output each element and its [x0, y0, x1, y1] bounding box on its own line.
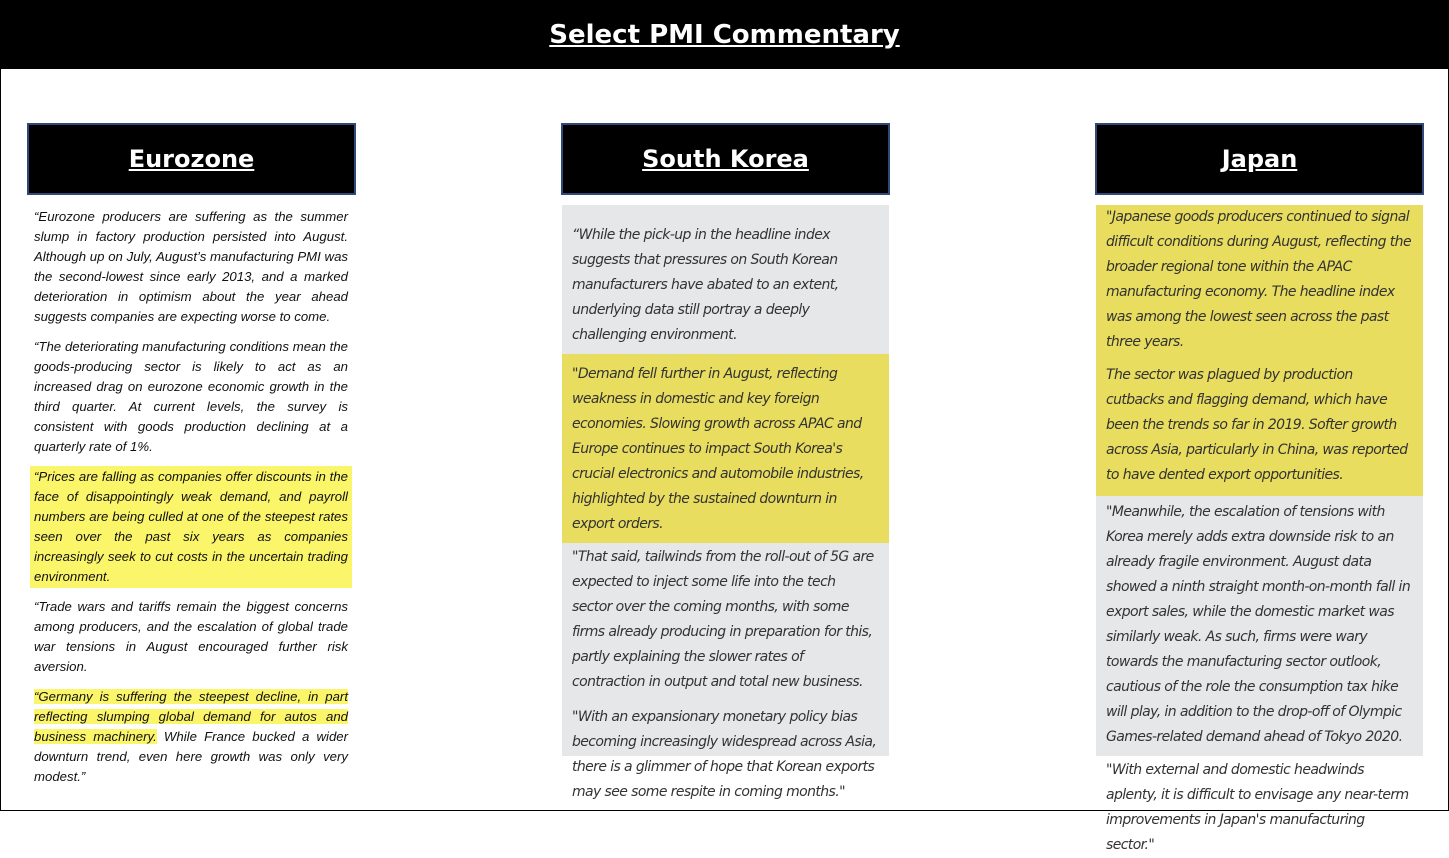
- eurozone-highlight-span: “Germany is suffering the steepest decline, in part reflecting slumping global demand for autos and business machinery.: [34, 689, 348, 744]
- eurozone-paragraph: “Trade wars and tariffs remain the biggest concerns among producers, and the escalation of global trade war tensions in August encouraged further risk aversion.: [34, 599, 348, 674]
- japan-commentary: [1096, 205, 1423, 853]
- japan-highlight-block: [1096, 205, 1423, 496]
- south-korea-header: [561, 123, 890, 195]
- south-korea-commentary: [562, 205, 889, 800]
- eurozone-paragraph: “The deteriorating manufacturing conditions mean the goods-producing sector is likely to act as an increased drag on eurozone economic growth in the third quarter. At current levels, the survey is consistent with goods production declining at a quarterly rate of 1%.: [34, 339, 348, 454]
- eurozone-paragraph-last: [30, 686, 352, 788]
- south-korea-paragraph: “While the pick-up in the headline index suggests that pressures on South Korean manufacturers have abated to an extent, underlying data still portray a deeply challenging environment.: [572, 227, 839, 343]
- japan-paragraph-highlighted: "Japanese goods producers continued to signal difficult conditions during August, reflecting the broader regional tone within the APAC manufacturing economy. The headline index was among the lowest seen across the past three years.: [1106, 209, 1411, 350]
- eurozone-commentary: [30, 206, 352, 796]
- south-korea-paragraph-highlighted: "Demand fell further in August, reflecting weakness in domestic and key foreign economies. Slowing growth across APAC and Europe continues to impact South Korea's crucial electronics and automobile industries, highlighted by the sustained downturn in export orders.: [562, 354, 889, 543]
- japan-paragraph: "With external and domestic headwinds aplenty, it is difficult to envisage any near-term improvements in Japan's manufacturing sector.": [1106, 762, 1409, 853]
- japan-paragraph: "Meanwhile, the escalation of tensions with Korea merely adds extra downside risk to an already fragile environment. August data showed a ninth straight month-on-month fall in export sales, while the domestic market was similarly weak. As such, firms were wary towards the manufacturing sector outlook, cautious of the role the consumption tax hike will play, in addition to the drop-off of Olympic Games-related demand ahead of Tokyo 2020.: [1106, 504, 1411, 745]
- title-bar: [0, 0, 1449, 69]
- japan-header: [1095, 123, 1424, 195]
- page-title: Select PMI Commentary: [549, 19, 900, 50]
- south-korea-heading: South Korea: [642, 145, 809, 173]
- south-korea-paragraph: "With an expansionary monetary policy bias becoming increasingly widespread across Asia, there is a glimmer of hope that Korean exports may see some respite in coming months.": [572, 709, 877, 800]
- eurozone-heading: Eurozone: [128, 145, 255, 173]
- eurozone-header: [27, 123, 356, 195]
- japan-heading: Japan: [1221, 145, 1298, 173]
- eurozone-paragraph-highlighted: “Prices are falling as companies offer discounts in the face of disappointingly weak demand, and payroll numbers are being culled at one of the steepest rates seen over the past six years as companies increasingly seek to cut costs in the uncertain trading environment.: [30, 466, 352, 588]
- japan-paragraph-highlighted: The sector was plagued by production cutbacks and flagging demand, which have been the trends so far in 2019. Softer growth across Asia, particularly in China, was reported to have dented export opportunities.: [1106, 367, 1408, 483]
- south-korea-paragraph: "That said, tailwinds from the roll-out of 5G are expected to inject some life into the tech sector over the coming months, with some firms already producing in preparation for this, partly explaining the slower rates of contraction in output and total new business.: [572, 549, 874, 690]
- eurozone-paragraph: “Eurozone producers are suffering as the summer slump in factory production persisted into August. Although up on July, August’s manufacturing PMI was the second-lowest since early 2013, and a marked deterioration in optimism about the year ahead suggests companies are expecting worse to come.: [34, 209, 348, 324]
- eurozone-plain-span: While France bucked a wider downturn trend, even here growth was only very modest.”: [34, 729, 348, 784]
